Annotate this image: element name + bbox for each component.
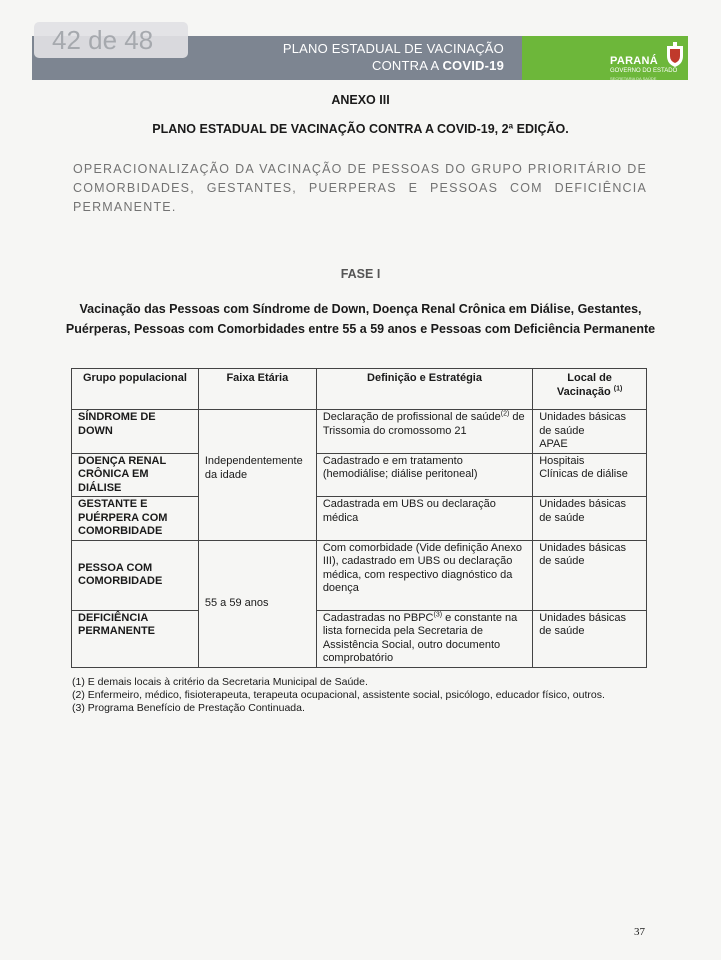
row-definition-text: Declaração de profissional de saúde — [322, 411, 501, 423]
header-location-label: Local de Vacinação — [556, 372, 612, 398]
banner-line-2 — [283, 57, 504, 74]
annex-title: ANEXO III — [331, 93, 390, 107]
row-group: DEFICIÊNCIA PERMANENTE — [72, 610, 199, 667]
banner-line-2-prefix: CONTRA A — [372, 58, 439, 73]
header-banner — [32, 22, 688, 82]
footnote-3: (3) Programa Benefício de Prestação Continuada. — [72, 702, 305, 714]
row-location: Unidades básicas de saúde APAE — [533, 410, 647, 454]
table-row — [72, 410, 647, 454]
banner-line-2-bold: COVID-19 — [442, 58, 504, 73]
row-group: GESTANTE E PUÉRPERA COM COMORBIDADE — [72, 497, 199, 541]
row-definition-ref: (3) — [433, 610, 443, 618]
phase-description: Vacinação das Pessoas com Síndrome de Down, Doença Renal Crônica em Diálise, Gestantes, Puérperas, Pessoas com Comorbidades entre 55 a 59 anos e Pessoas com Deficiência Permanente — [65, 302, 656, 336]
footnotes — [72, 676, 652, 715]
row-definition-text: Cadastradas no PBPC — [322, 611, 434, 624]
banner-title — [283, 40, 504, 74]
plan-title: PLANO ESTADUAL DE VACINAÇÃO CONTRA A COVID-19, 2ª EDIÇÃO. — [152, 122, 569, 136]
header-definition: Definição e Estratégia — [316, 369, 532, 410]
logo-line: GOVERNO DO ESTADO — [610, 68, 678, 74]
row-group: DOENÇA RENAL CRÔNICA EM DIÁLISE — [72, 453, 199, 497]
coat-of-arms-icon — [665, 42, 685, 68]
footnote-2: (2) Enfermeiro, médico, fisioterapeuta, terapeuta ocupacional, assistente social, psicólogo, educador físico, outros. — [72, 689, 605, 701]
row-group: SÍNDROME DE DOWN — [72, 410, 199, 454]
row-group: PESSOA COM COMORBIDADE — [72, 540, 199, 610]
row-definition-rest: de Trissomia do cromossomo 21 — [322, 411, 525, 437]
row-definition-ref: (2) — [500, 410, 510, 418]
parana-logo — [610, 40, 680, 81]
table-row — [72, 497, 647, 541]
table-row — [72, 453, 647, 497]
row-location: Unidades básicas de saúde — [533, 497, 647, 541]
row-definition — [316, 610, 532, 667]
row-definition: Cadastrado e em tratamento (hemodiálise; diálise peritoneal) — [316, 453, 532, 497]
phase-title: FASE I — [340, 267, 381, 281]
row-location: Hospitais Clínicas de diálise — [533, 453, 647, 497]
vaccination-table — [71, 368, 647, 668]
header-group: Grupo populacional — [72, 369, 199, 410]
page-counter: 42 de 48 — [34, 22, 188, 58]
logo-name: PARANÁ — [610, 55, 659, 67]
row-definition — [316, 410, 532, 454]
header-age: Faixa Etária — [198, 369, 316, 410]
header-location — [533, 369, 647, 410]
age-group-any: Independentemente da idade — [198, 410, 316, 541]
row-location: Unidades básicas de saúde — [533, 540, 647, 610]
row-definition: Cadastrada em UBS ou declaração médica — [316, 497, 532, 541]
row-definition-rest: e constante na lista fornecida pela Secretaria de Assistência Social, outro documento comprobatório — [322, 611, 518, 664]
table-row — [72, 610, 647, 667]
page-number: 37 — [634, 926, 645, 938]
footnote-1: (1) E demais locais à critério da Secretaria Municipal de Saúde. — [72, 676, 368, 688]
table-row — [72, 540, 647, 610]
table-header-row — [72, 369, 647, 410]
operationalization-heading: OPERACIONALIZAÇÃO DA VACINAÇÃO DE PESSOAS DO GRUPO PRIORITÁRIO DE COMORBIDADES, GESTANTES, PUERPERAS E PESSOAS COM DEFICIÊNCIA PERMANENTE. — [73, 162, 647, 214]
age-group-55-59: 55 a 59 anos — [198, 540, 316, 667]
header-location-ref: (1) — [613, 384, 623, 392]
row-definition: Com comorbidade (Vide definição Anexo III), cadastrado em UBS ou declaração médica, com respectivo diagnóstico da doença — [316, 540, 532, 610]
logo-sub: SECRETARIA DA SAÚDE — [610, 76, 657, 81]
row-location: Unidades básicas de saúde — [533, 610, 647, 667]
banner-line-1: PLANO ESTADUAL DE VACINAÇÃO — [282, 41, 504, 56]
